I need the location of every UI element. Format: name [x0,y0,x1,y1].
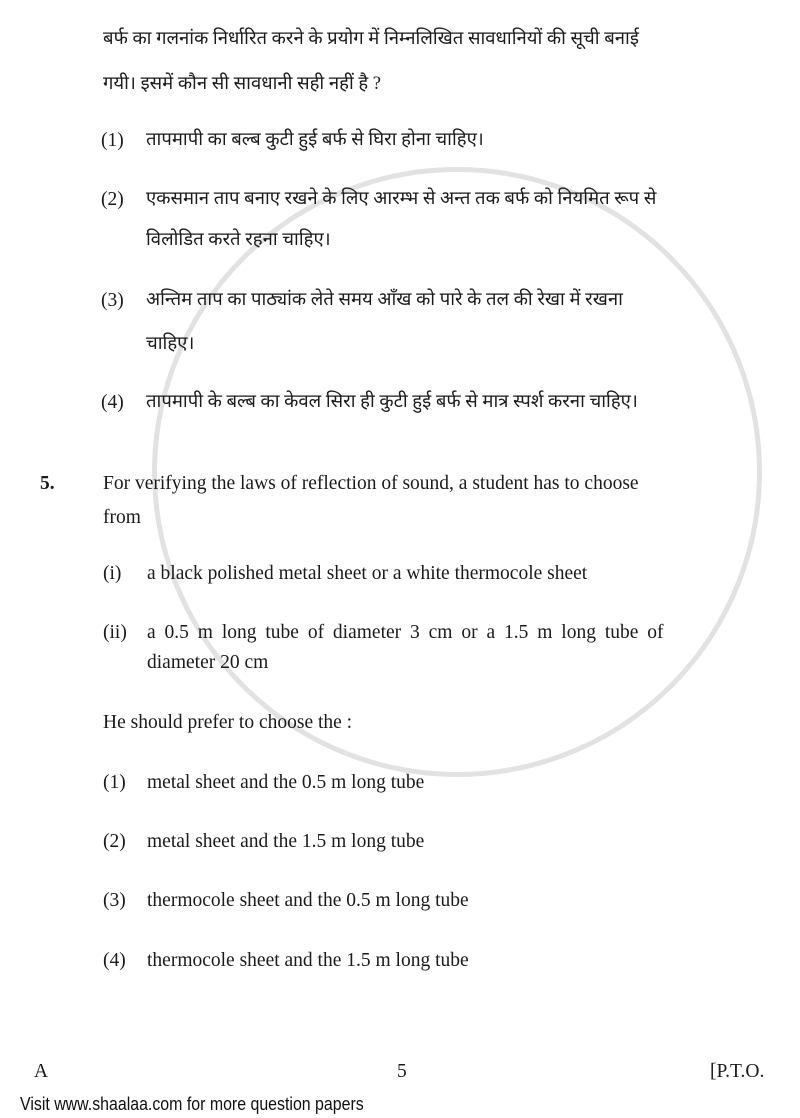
hindi-option-text: तापमापी के बल्ब का केवल सिरा ही कुटी हुई बर्फ से मात्र स्पर्श करना चाहिए। [146,392,638,412]
hindi-option-text: अन्तिम ताप का पाठ्यांक लेते समय आँख को पारे के तल की रेखा में रखना [146,290,623,310]
question-prompt: He should prefer to choose the : [103,712,353,733]
hindi-stem-line1: बर्फ का गलनांक निर्धारित करने के प्रयोग में निम्नलिखित सावधानियों की सूची बनाई [103,29,639,49]
option-number: (2) [103,831,126,852]
hindi-option-number: (4) [101,392,124,413]
hindi-option-text: एकसमान ताप बनाए रखने के लिए आरम्भ से अन्त तक बर्फ को नियमित रूप से [146,189,657,209]
hindi-option-number: (2) [101,189,124,210]
question-stem-line2: from [103,507,141,528]
option-text: thermocole sheet and the 0.5 m long tube [147,890,469,911]
hindi-option-number: (3) [101,290,124,311]
item-text: a 0.5 m long tube of diameter 3 cm or a 1.5 m long tube of [147,622,664,643]
hindi-option-text: विलोडित करते रहना चाहिए। [146,230,331,250]
question-stem-line1: For verifying the laws of reflection of sound, a student has to choose [103,473,639,494]
item-number: (ii) [103,622,127,643]
option-number: (3) [103,890,126,911]
hindi-option-number: (1) [101,130,124,151]
page-number: 5 [397,1061,407,1082]
option-number: (1) [103,772,126,793]
set-label: A [34,1061,49,1082]
option-text: metal sheet and the 1.5 m long tube [147,831,425,852]
item-text: a black polished metal sheet or a white thermocole sheet [147,563,588,584]
item-text: diameter 20 cm [147,652,269,673]
hindi-option-text: चाहिए। [146,334,195,354]
pto-label: [P.T.O. [710,1061,765,1082]
question-number: 5. [40,473,55,494]
option-text: metal sheet and the 0.5 m long tube [147,772,425,793]
option-number: (4) [103,950,126,971]
hindi-stem-line2: गयी। इसमें कौन सी सावधानी सही नहीं है ? [103,74,382,94]
visit-link[interactable]: Visit www.shaalaa.com for more question papers [20,1093,364,1114]
item-number: (i) [103,563,122,584]
watermark-circle [152,167,762,777]
option-text: thermocole sheet and the 1.5 m long tube [147,950,469,971]
hindi-option-text: तापमापी का बल्ब कुटी हुई बर्फ से घिरा होना चाहिए। [146,130,484,150]
